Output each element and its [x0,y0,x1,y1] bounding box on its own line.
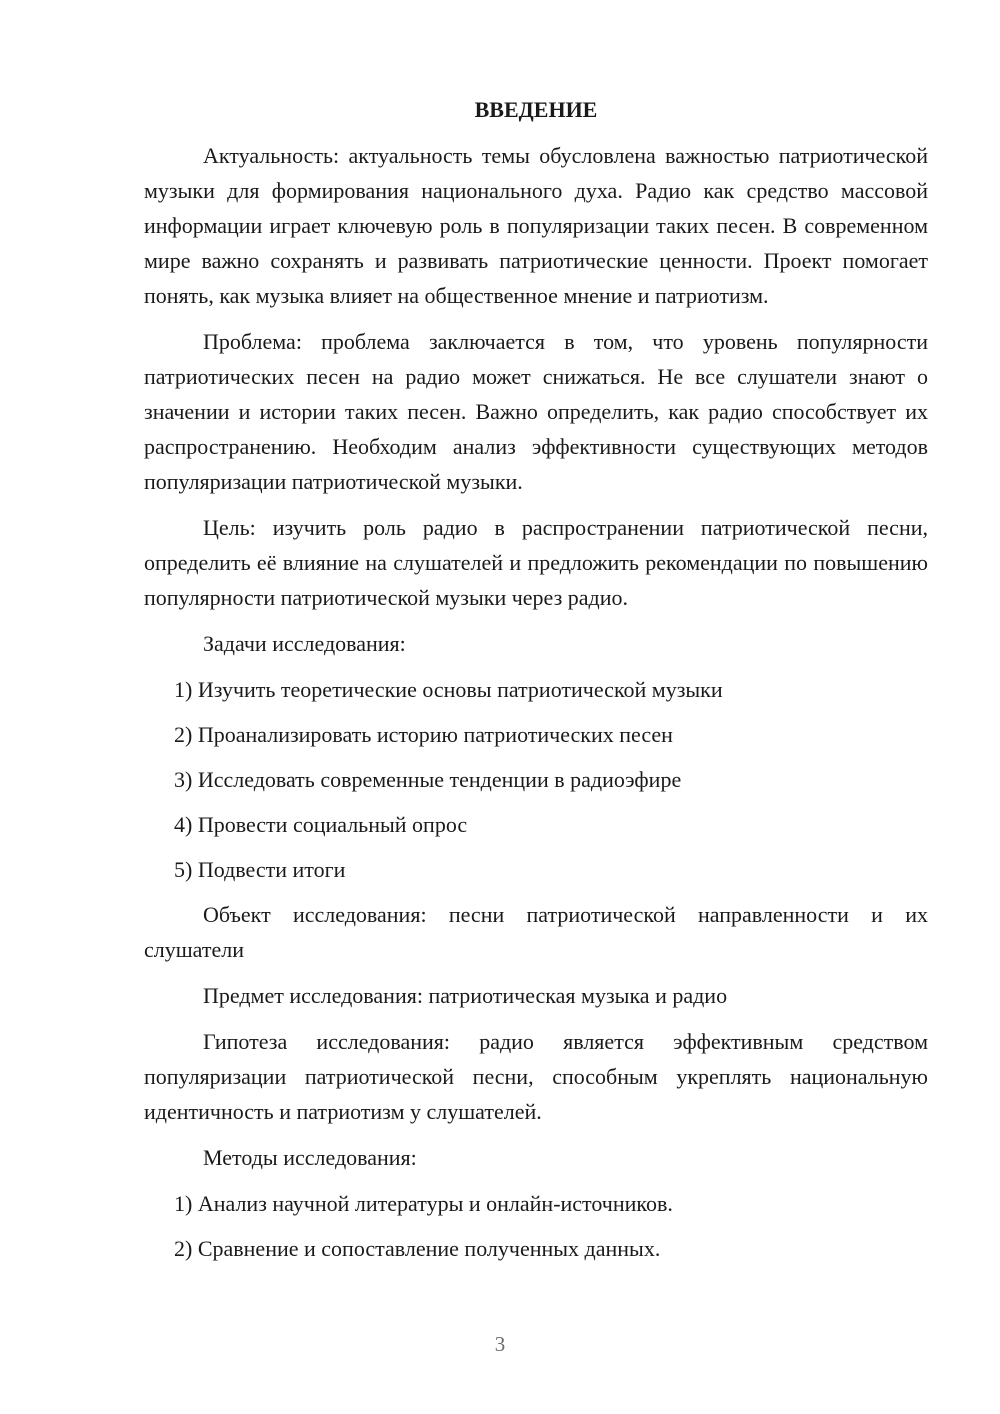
hypothesis-paragraph: Гипотеза исследования: радио является эффективным средством популяризации патриотической песни, способным укреплять национальную идентичность и патриотизм у слушателей. [144,1029,928,1124]
page-number: 3 [494,1332,506,1356]
list-item: 3) Исследовать современные тенденции в радиоэфире [174,767,682,792]
problem-paragraph: Проблема: проблема заключается в том, что уровень популярности патриотических песен на радио может снижаться. Не все слушатели знают о значении и истории таких песен. Важно определить, как радио способствует их распространению. Необходим анализ эффективности существующих методов популяризации патриотической музыки. [144,329,928,494]
relevance-paragraph: Актуальность: актуальность темы обусловлена важностью патриотической музыки для формирования национального духа. Радио как средство массовой информации играет ключевую роль в популяризации таких песен. В современном мире важно сохранять и развивать патриотические ценности. Проект помогает понять, как музыка влияет на общественное мнение и патриотизм. [144,143,928,308]
methods-title: Методы исследования: [203,1145,417,1170]
list-item: 1) Изучить теоретические основы патриотической музыки [174,677,723,702]
subject-paragraph: Предмет исследования: патриотическая музыка и радио [203,983,728,1008]
document-page [144,94,928,1276]
list-item: 2) Проанализировать историю патриотических песен [174,722,673,747]
list-item: 1) Анализ научной литературы и онлайн-источников. [174,1191,673,1216]
section-heading: ВВЕДЕНИЕ [474,97,598,122]
tasks-title: Задачи исследования: [203,631,406,656]
goal-paragraph: Цель: изучить роль радио в распространении патриотической песни, определить её влияние на слушателей и предложить рекомендации по повышению популярности патриотической музыки через радио. [144,515,928,610]
list-item: 2) Сравнение и сопоставление полученных данных. [174,1236,661,1261]
list-item: 4) Провести социальный опрос [174,812,468,837]
list-item: 5) Подвести итоги [174,857,346,882]
object-paragraph: Объект исследования: песни патриотической направленности и их слушатели [144,902,928,962]
